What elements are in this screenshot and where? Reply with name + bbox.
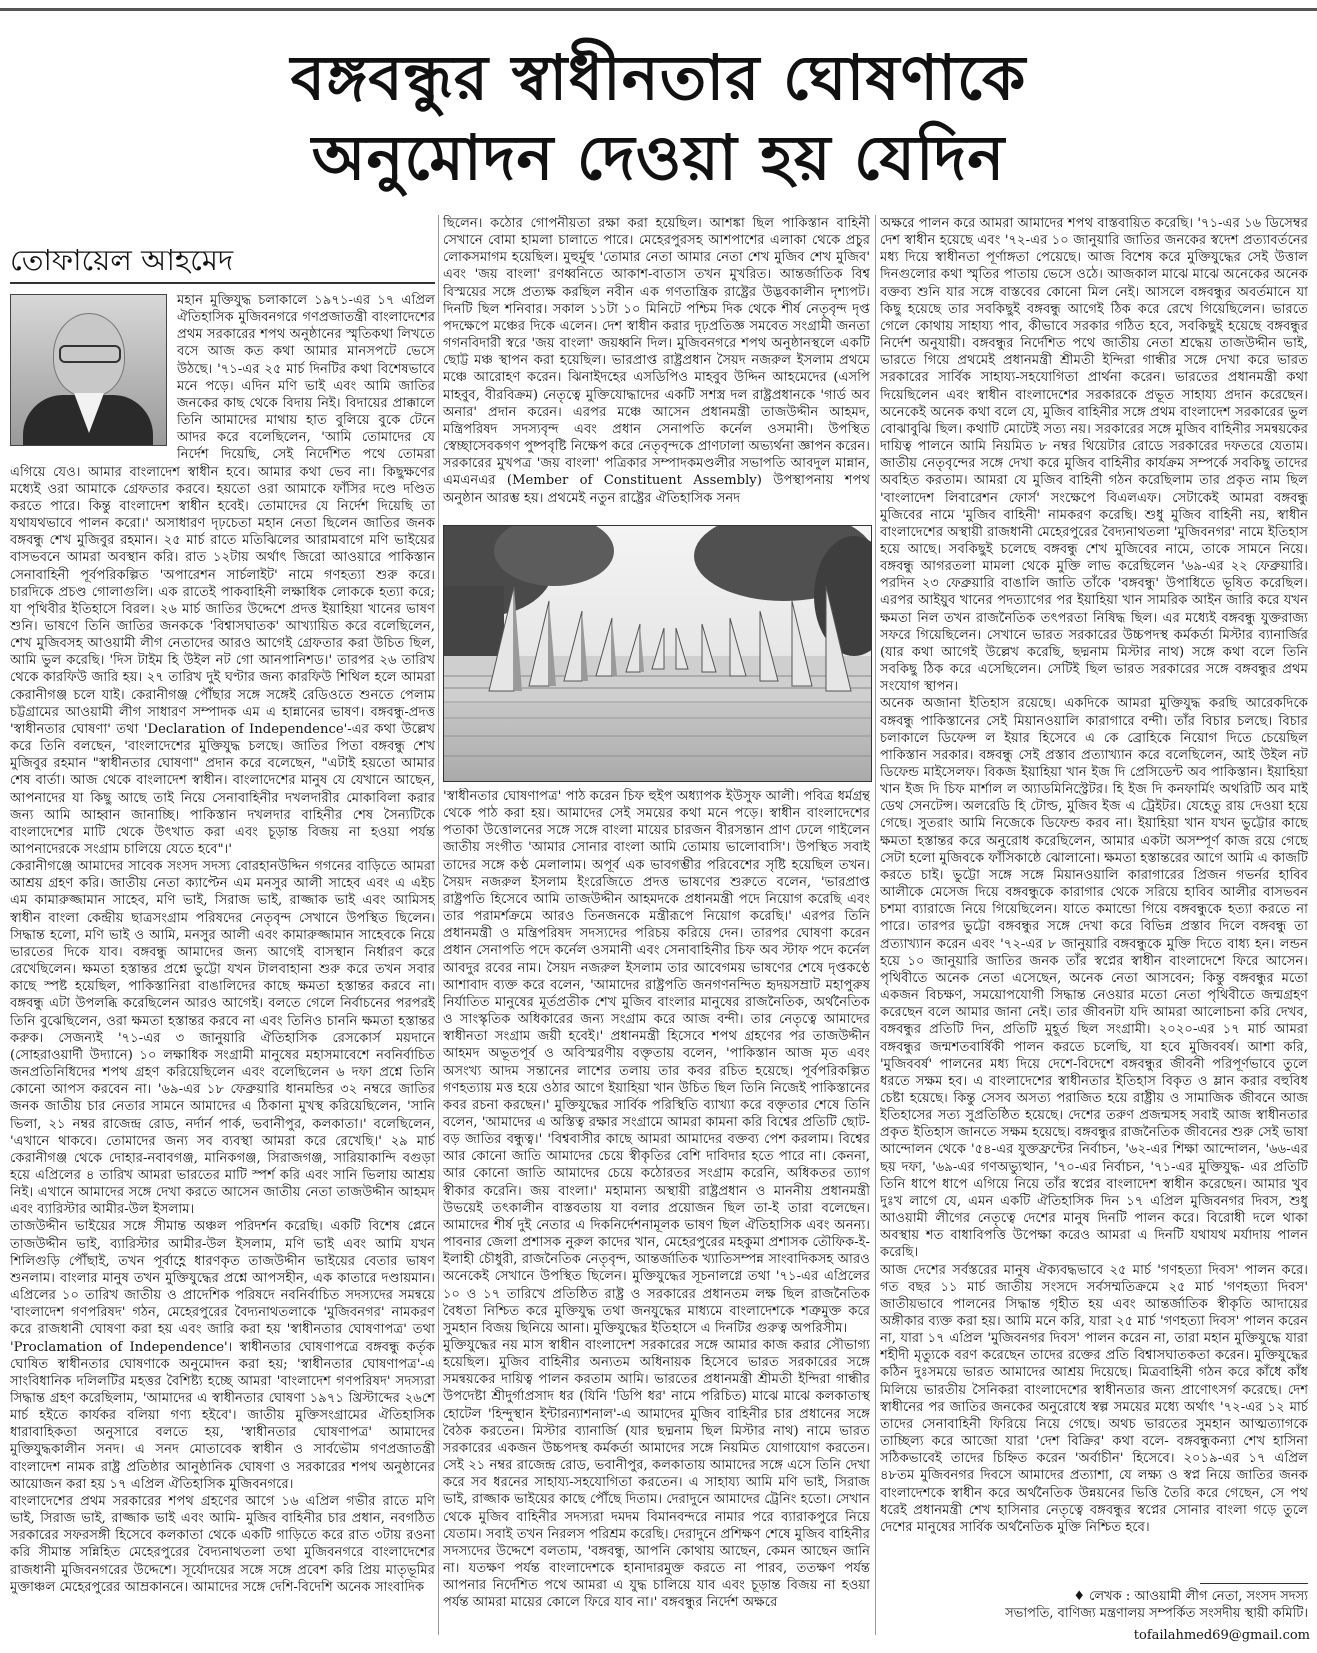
top-rule xyxy=(0,8,1317,11)
paragraph: কেরানীগঞ্জে আমাদের সাবেক সংসদ সদস্য বোরহানউদ্দিন গগনের বাড়িতে আমরা আশ্রয় গ্রহণ করি। জাতীয় নেতা ক্যাপ্টেন এম মনসুর আলী সাহেব এবং এ এইচ এম কামারুজ্জামান সাহেব, মণি ভাই, সিরাজ ভাই, রাজ্জাক ভাই এবং আমিসহ স্বাধীন বাংলা কেন্দ্রীয় ছাত্রসংগ্রাম পরিষদের নেতৃবৃন্দ সেখানে উপস্থিত ছিলেন। সিদ্ধান্ত হলো, মণি ভাই ও আমি, মনসুর আলী এবং কামারুজ্জামান সাহেবকে নিয়ে ভারতের দিকে যাব। বঙ্গবন্ধু আমাদের জন্য আগেই বাসস্থান নির্ধারণ করে রেখেছিলেন। ক্ষমতা হস্তান্তর প্রশ্নে ভুট্টো যখন টালবাহানা শুরু করে তখন সবার কাছে স্পষ্ট হয়েছিল, পাকিস্তানিরা বাঙালিদের কাছে ক্ষমতা হস্তান্তর করবে না। বঙ্গবন্ধু এটা উপলব্ধি করেছিলেন আরও আগেই। বলতে গেলে নির্বাচনের পরপরই তিনি বুঝেছিলেন, ওরা ক্ষমতা হস্তান্তর করবে না এবং তিনিও চাননি ক্ষমতা হস্তান্তর করুক। সেজন্যই '৭১-এর ৩ জানুয়ারি ঐতিহাসিক রেসকোর্স ময়দানে (সোহরাওয়ার্দী উদ্যানে) ১০ লক্ষাধিক সংগ্রামী মানুষের মহাসমাবেশে নবনির্বাচিত জনপ্রতিনিধিদের শপথ গ্রহণ করিয়েছিলেন এবং বলেছিলেন ৬ দফা প্রশ্নে তিনি কোনো আপস করবেন না। '৬৯-এর ১৮ ফেব্রুয়ারি ধানমন্ডির ৩২ নম্বরে জাতির জনক জাতীয় চার নেতার সামনে আমাদের এ ঠিকানা মুখস্থ করিয়েছিলেন, 'সানি ভিলা, ২১ নম্বর রাজেন্দ্র রোড, নর্দার্ন পার্ক, ভবানীপুর, কলকাতা।' বলেছিলেন, 'এখানে থাকবে। তোমাদের জন্য সব ব্যবস্থা আমরা করে রেখেছি।' ২৯ মার্চ কেরানীগঞ্জ থেকে দোহার-নবাবগঞ্জ, মানিকগঞ্জ, সিরাজগঞ্জ, সারিয়াকান্দি বগুড়া হয়ে এপ্রিলের ৪ তারিখ আমরা ভারতের মাটি স্পর্শ করি এবং সানি ভিলায় আশ্রয় নিই। এখানে আমাদের সঙ্গে দেখা করতে আসেন জাতীয় নেতা তাজউদ্দীন আহমদ এবং ব্যারিস্টার আমীর-উল ইসলাম। xyxy=(10,859,435,1218)
article-column-3 xyxy=(880,215,1308,1583)
paragraph: মুক্তিযুদ্ধের নয় মাস স্বাধীন বাংলাদেশ সরকারের সঙ্গে আমার কাজ করার সৌভাগ্য হয়েছিল। মুজিব বাহিনীর অন্যতম অধিনায়ক হিসেবে ভারত সরকারের সঙ্গে সমন্বয়কের দায়িত্ব পালন করতাম আমি। ভারতের প্রধানমন্ত্রী শ্রীমতী ইন্দিরা গান্ধীর উপদেষ্টা শ্রীদুর্গাপ্রসাদ ধর (যিনি 'ডিপি ধর' নামে পরিচিত) মাঝে মাঝে কলকাতাস্থ হোটেল 'হিন্দুস্থান ইন্টারন্যাশনাল'-এ আমাদের মুজিব বাহিনীর চার প্রধানের সঙ্গে বৈঠক করতেন। মিস্টার ব্যানার্জি (যার ছদ্মনাম ছিল মিস্টার নাথ) নামে ভারত সরকারের একজন উচ্চপদস্থ কর্মকর্তা আমাদের সঙ্গে নিয়মিত যোগাযোগ করতেন। সেই ২১ নম্বর রাজেন্দ্র রোড, ভবানীপুর, কলকাতায় আমাদের সঙ্গে এসে তিনি দেখা করে সব ধরনের সাহায্য-সহযোগিতা করতেন। এ সাহায্য আমি মণি ভাই, সিরাজ ভাই, রাজ্জাক ভাইয়ের কাছে পৌঁছে দিতাম। দেরাদুনে আমাদের ট্রেনিং হতো। সেখান থেকে মুজিব বাহিনীর সদস্যরা দমদম বিমানবন্দরে নামার পরে ব্যারাকপুরে নিয়ে যেতাম। সবাই তখন নিরলস পরিশ্রম করেছি। দেরাদুনে প্রশিক্ষণ শেষে মুজিব বাহিনীর সদস্যদের উদ্দেশে বলতাম, 'বঙ্গবন্ধু, আপনি কোথায় আছেন, কেমন আছেন জানি না। যতক্ষণ পর্যন্ত বাংলাদেশকে হানাদারমুক্ত করতে না পারব, ততক্ষণ পর্যন্ত আপনার নির্দেশিত পথে আমরা এ যুদ্ধ চালিয়ে যাব এবং চূড়ান্ত বিজয় না হওয়া পর্যন্ত আমরা মায়ের কোলে ফিরে যাব না।' বঙ্গবন্ধুর নির্দেশ অক্ষরে xyxy=(443,1338,870,1611)
memorial-illustration xyxy=(444,526,871,781)
paragraph: বাংলাদেশের প্রথম সরকারের শপথ গ্রহণের আগে ১৬ এপ্রিল গভীর রাতে মণি ভাই, সিরাজ ভাই, রাজ্জাক ভাই এবং আমি- মুজিব বাহিনীর চার প্রধান, নবগঠিত সরকারের সফরসঙ্গী হিসেবে কলকাতা থেকে একটি গাড়িতে করে রাত ৩টায় রওনা করি সীমান্ত সন্নিহিত মেহেরপুরের বৈদ্যনাথতলা তথা মুজিবনগরে বাংলাদেশের রাজধানী মুজিবনগরের উদ্দেশে। সূর্যোদয়ের সঙ্গে সঙ্গে প্রবেশ করি প্রিয় মাতৃভূমির মুক্তাঞ্চল মেহেরপুরের আম্রকাননে। আমাদের সঙ্গে দেশি-বিদেশি অনেক সাংবাদিক xyxy=(10,1493,435,1595)
article-column-1 xyxy=(10,292,435,1634)
author-note-line-1: ♦ লেখক : আওয়ামী লীগ নেতা, সংসদ সদস্য xyxy=(1073,1589,1308,1604)
paragraph: অক্ষরে পালন করে আমরা আমাদের শপথ বাস্তবায়িত করেছি। '৭১-এর ১৬ ডিসেম্বর দেশ স্বাধীন হয়েছে এবং '৭২-এর ১০ জানুয়ারি জাতির জনকের স্বদেশ প্রত্যাবর্তনের মধ্য দিয়ে স্বাধীনতা পূর্ণাঙ্গতা পেয়েছে। আজ বিশেষ করে মুক্তিযুদ্ধের সেই উত্তাল দিনগুলোর কথা স্মৃতির পাতায় ভেসে ওঠে। আজকাল মাঝে মাঝে অনেকের অনেক বক্তব্য শুনি যার সঙ্গে বাস্তবের কোনো মিল নেই। আসলে বঙ্গবন্ধুর অবর্তমানে যা কিছু হয়েছে তার সবকিছুই বঙ্গবন্ধু আগেই ঠিক করে রেখে গিয়েছিলেন। ভারতে গেলে কোথায় সাহায্য পাব, কীভাবে সরকার গঠিত হবে, সবকিছুই হয়েছে বঙ্গবন্ধুর নির্দেশ অনুযায়ী। বঙ্গবন্ধুর নির্দেশিত পথে জাতীয় নেতা শ্রদ্ধেয় তাজউদ্দীন ভাই, ভারতে গিয়ে প্রথমেই প্রধানমন্ত্রী শ্রীমতী ইন্দিরা গান্ধীর সঙ্গে দেখা করে ভারত সরকারের সার্বিক সাহায্য-সহযোগিতা প্রার্থনা করেন। ভারতের প্রধানমন্ত্রী কথা দিয়েছিলেন এবং স্বাধীন বাংলাদেশের সরকারকে প্রভূত সাহায্য প্রদান করেছেন। অনেকেই অনেক কথা বলে যে, মুজিব বাহিনীর সঙ্গে প্রথম বাংলাদেশ সরকারের ভুল বোঝাবুঝি ছিল। কথাটি মোটেই সত্য নয়। সরকারের সঙ্গে মুজিব বাহিনীর সমন্বয়কের দায়িত্ব পালনে আমি নিয়মিত ৮ নম্বর থিয়েটার রোডে সরকারের দফতরে যেতাম। জাতীয় নেতৃবৃন্দের সঙ্গে দেখা করে মুজিব বাহিনীর কার্যক্রম সম্পর্কে সবকিছু তাদের অবহিত করতাম। আমরা যে মুজিব বাহিনী গঠন করেছিলাম তার প্রকৃত নাম ছিল 'বাংলাদেশ লিবারেশন ফোর্স' সংক্ষেপে বিএলএফ। সেটাকেই আমরা বঙ্গবন্ধু মুজিবের নামে 'মুজিব বাহিনী' নামকরণ করেছি। শুধু মুজিব বাহিনী নয়, স্বাধীন বাংলাদেশের অস্থায়ী রাজধানী মেহেরপুরের বৈদ্যনাথতলা 'মুজিবনগর' নামে ইতিহাস হয়ে আছে। সবকিছুই চলেছে বঙ্গবন্ধু শেখ মুজিবের নামে, তাকে সামনে নিয়ে। বঙ্গবন্ধু আগরতলা মামলা থেকে মুক্তি লাভ করেছিলেন '৬৯-এর ২২ ফেব্রুয়ারি। পরদিন ২৩ ফেব্রুয়ারি বাঙালি জাতি তাঁকে 'বঙ্গবন্ধু' উপাধিতে ভূষিত করেছিল। এরপর আইয়ুব খানের পদত্যাগের পর ইয়াহিয়া খান সামরিক আইন জারি করে যখন ক্ষমতা নিল তখন রাজনৈতিক তৎপরতা নিষিদ্ধ ছিল। এর মধ্যেই বঙ্গবন্ধু যুক্তরাজ্য সফরে গিয়েছিলেন। সেখানে ভারত সরকারের উচ্চপদস্থ কর্মকর্তা মিস্টার ব্যানার্জির (যার কথা আগেই উল্লেখ করেছি, ছদ্মনাম মিস্টার নাথ) সঙ্গে কথা বলে তিনি সবকিছু ঠিক করে এসেছিলেন। সেটিই ছিল ভারত সরকারের সঙ্গে বঙ্গবন্ধুর প্রথম সংযোগ স্থাপন। xyxy=(880,216,1308,695)
paragraph: ছিলেন। কঠোর গোপনীয়তা রক্ষা করা হয়েছিল। আশঙ্কা ছিল পাকিস্তান বাহিনী সেখানে বোমা হামলা চালাতে পারে। মেহেরপুরসহ আশপাশের এলাকা থেকে প্রচুর লোকসমাগম হয়েছিল। মুহুর্মুহু 'তোমার নেতা আমার নেতা শেখ মুজিব শেখ মুজিব' এবং 'জয় বাংলা' রণধ্বনিতে আকাশ-বাতাস তখন মুখরিত। আন্তর্জাতিক বিশ্ব বিস্ময়ের সঙ্গে প্রত্যক্ষ করছিল নবীন এক গণতান্ত্রিক রাষ্ট্রের উদ্ভবকালীন দৃশ্যপট। দিনটি ছিল শনিবার। সকাল ১১টা ১০ মিনিটে পশ্চিম দিক থেকে শীর্ষ নেতৃবৃন্দ দৃপ্ত পদক্ষেপে মঞ্চের দিকে এলেন। দেশ স্বাধীন করার দৃঢ়প্রতিজ্ঞ সমবেত সংগ্রামী জনতা গগনবিদারী স্বরে 'জয় বাংলা' জয়ধ্বনি দিল। মুজিবনগরে শপথ অনুষ্ঠানস্থলে একটি ছোট্ট মঞ্চ স্থাপন করা হয়েছিল। ভারপ্রাপ্ত রাষ্ট্রপ্রধান সৈয়দ নজরুল ইসলাম প্রথমে মঞ্চে আরোহণ করেন। ঝিনাইদহের এসডিপিও মাহবুব উদ্দিন আহমেদের (এসপি মাহবুব, বীরবিক্রম) নেতৃত্বে মুক্তিযোদ্ধাদের একটি সশস্ত্র দল রাষ্ট্রপ্রধানকে 'গার্ড অব অনার' প্রদান করেন। এরপর মঞ্চে আসেন প্রধানমন্ত্রী তাজউদ্দীন আহমদ, মন্ত্রিপরিষদ সদস্যবৃন্দ এবং প্রধান সেনাপতি কর্নেল ওসমানী। উপস্থিত স্বেচ্ছাসেবকগণ পুষ্পবৃষ্টি নিক্ষেপ করে নেতৃবৃন্দকে প্রাণঢালা অভ্যর্থনা জ্ঞাপন করেন। সরকারের মুখপত্র 'জয় বাংলা' পত্রিকার সম্পাদকমণ্ডলীর সভাপতি আবদুল মান্নান, এমএনএর (Member of Constituent Assembly) উপস্থাপনায় শপথ অনুষ্ঠান আরম্ভ হয়। প্রথমেই নতুন রাষ্ট্রের ঐতিহাসিক সনদ xyxy=(443,216,870,506)
author-portrait-icon xyxy=(10,294,167,446)
column-divider xyxy=(438,215,439,1635)
headline xyxy=(0,38,1317,198)
paragraph: 'স্বাধীনতার ঘোষণাপত্র' পাঠ করেন চিফ হুইপ অধ্যাপক ইউসুফ আলী। পবিত্র ধর্মগ্রন্থ থেকে পাঠ করা হয়। আমাদের সেই সময়ের কথা মনে পড়ে। স্বাধীন বাংলাদেশের পতাকা উত্তোলনের সঙ্গে সঙ্গে বাংলা মায়ের চারজন বীরসন্তান প্রাণ ঢেলে গাইলেন জাতীয় সংগীত 'আমার সোনার বাংলা আমি তোমায় ভালোবাসি'। উপস্থিত সবাই তাদের সঙ্গে কণ্ঠ মেলালাম। অপূর্ব এক ভাবগম্ভীর পরিবেশের সৃষ্টি হয়েছিল তখন। সৈয়দ নজরুল ইসলাম ইংরেজিতে প্রদত্ত ভাষণের শুরুতে বলেন, 'ভারপ্রাপ্ত রাষ্ট্রপতি হিসেবে আমি তাজউদ্দীন আহমদকে প্রধানমন্ত্রী পদে নিয়োগ করেছি এবং তার পরামর্শক্রমে আরও তিনজনকে মন্ত্রীরূপে নিয়োগ করেছি।' এরপর তিনি প্রধানমন্ত্রী ও মন্ত্রিপরিষদ সদস্যদের পরিচয় করিয়ে দেন। তারপর ঘোষণা করেন প্রধান সেনাপতি পদে কর্নেল ওসমানী এবং সেনাবাহিনীর চিফ অব স্টাফ পদে কর্নেল আবদুর রবের নাম। সৈয়দ নজরুল ইসলাম তার আবেগময় ভাষণের শেষে দৃপ্তকণ্ঠে আশাবাদ ব্যক্ত করে বলেন, 'আমাদের রাষ্ট্রপতি জনগণনন্দিত হৃদয়সম্রাট মহাপুরুষ নির্যাতিত মানুষের মূর্তপ্রতীক শেখ মুজিব বাংলার মানুষের রাজনৈতিক, অর্থনৈতিক ও সাংস্কৃতিক অধিকারের জন্য সংগ্রাম করে আজ বন্দী। তার নেতৃত্বে আমাদের স্বাধীনতা সংগ্রাম জয়ী হবেই।' প্রধানমন্ত্রী হিসেবে শপথ গ্রহণের পর তাজউদ্দীন আহমদ অভূতপূর্ব ও অবিস্মরণীয় বক্তৃতায় বলেন, 'পাকিস্তান আজ মৃত এবং অসংখ্য আদম সন্তানের লাশের তলায় তার কবর রচিত হয়েছে। পূর্বপরিকল্পিত গণহত্যায় মত্ত হয়ে ওঠার আগে ইয়াহিয়া খান উচিত ছিল তিনি নিজেই পাকিস্তানের কবর রচনা করছেন।' মুক্তিযুদ্ধের সার্বিক পরিস্থিতি ব্যাখ্যা করে বক্তৃতার শেষে তিনি বলেন, 'আমাদের এ অস্তিত্ব রক্ষার সংগ্রামে আমরা কামনা করি বিশ্বের প্রতিটি ছোট-বড় জাতির বন্ধুত্ব।' 'বিশ্ববাসীর কাছে আমরা আমাদের বক্তব্য পেশ করলাম। বিশ্বের আর কোনো জাতি আমাদের চেয়ে স্বীকৃতির বেশি দাবিদার হতে পারে না। কেননা, আর কোনো জাতি আমাদের চেয়ে কঠোরতর সংগ্রাম করেনি, অধিকতর ত্যাগ স্বীকার করেনি। জয় বাংলা।' মহামান্য অস্থায়ী রাষ্ট্রপ্রধান ও মাননীয় প্রধানমন্ত্রী উভয়েই তৎকালীন বাস্তবতায় যা বলার প্রয়োজন ছিল তা-ই তারা বলেছেন। আমাদের শীর্ষ দুই নেতার এ দিকনির্দেশনামূলক ভাষণ ছিল ঐতিহাসিক এবং অনন্য। পাবনার জেলা প্রশাসক নুরুল কাদের খান, মেহেরপুরের মহকুমা প্রশাসক তৌফিক-ই-ইলাহী চৌধুরী, রাজনৈতিক নেতৃবৃন্দ, আন্তর্জাতিক খ্যাতিসম্পন্ন সাংবাদিকসহ আরও অনেকেই সেখানে উপস্থিত ছিলেন। মুক্তিযুদ্ধের সূচনালগ্নে তথা '৭১-এর এপ্রিলের ১০ ও ১৭ তারিখে প্রতিষ্ঠিত রাষ্ট্র ও সরকারের প্রধানতম লক্ষ ছিল রাজনৈতিক বৈধতা নিশ্চিত করে মুক্তিযুদ্ধ তথা জনযুদ্ধের মাধ্যমে বাংলাদেশকে শত্রুমুক্ত করে সুমহান বিজয় ছিনিয়ে আনা। মুক্তিযুদ্ধের ইতিহাসে এ দিনটির গুরুত্ব অপরিসীম। xyxy=(443,789,870,1336)
mujibnagar-memorial-photo-icon xyxy=(443,525,872,782)
byline: তোফায়েল আহমেদ xyxy=(10,243,234,277)
byline-rule xyxy=(10,282,435,284)
author-email[interactable]: tofailahmed69@gmail.com xyxy=(1133,1628,1310,1643)
author-note-line-2: সভাপতি, বাণিজ্য মন্ত্রণালয় সম্পর্কিত সংসদীয় স্থায়ী কমিটি। xyxy=(1005,1606,1308,1621)
article-column-2 xyxy=(443,215,870,520)
article-column-2-continued xyxy=(443,788,870,1634)
author-note-rule xyxy=(1200,1583,1308,1584)
author-note xyxy=(880,1588,1308,1622)
paragraph: অনেক অজানা ইতিহাস রয়েছে। একদিকে আমরা মুক্তিযুদ্ধ করছি আরেকদিকে বঙ্গবন্ধু পাকিস্তানের সেই মিয়ানওয়ালি কারাগারে বন্দী। তাঁর বিচার চলছে। বিচার চলাকালে ডিফেন্স ল ইয়ার হিসেবে এ কে ব্রোহিকে নিয়োগ দিতে চেয়েছিল পাকিস্তান সরকার। বঙ্গবন্ধু সেই প্রস্তাব প্রত্যাখ্যান করে বলেছিলেন, আই উইল নট ডিফেন্ড মাইসেলফ। বিকজ ইয়াহিয়া খান ইজ দি প্রেসিডেন্ট অব পাকিস্তান। ইয়াহিয়া খান ইজ দি চিফ মার্শাল ল অ্যাডমিনিস্ট্রেটর। হি ইজ দি কনফার্মিং অথরিটি অব মাই ডেথ সেনটেন্স। অলরেডি হি টোল্ড, মুজিব ইজ এ ট্রেইটর। যেহেতু রায় দেওয়া হয়ে গেছে। সুতরাং আমি নিজেকে ডিফেন্ড করব না। ইয়াহিয়া খান যখন ভুট্টোর কাছে ক্ষমতা হস্তান্তর করে অনুরোধ করেছিলেন, আমার একটা অসম্পূর্ণ কাজ রয়ে গেছে সেটা হলো মুজিবকে ফাঁসিকাষ্ঠে ঝোলানো। ক্ষমতা হস্তান্তরের আগে আমি এ কাজটি করতে চাই। ভুট্টো সঙ্গে সঙ্গে মিয়ানওয়ালি কারাগারের প্রিজন গভর্নর হাবিব আলীকে মেসেজ দিয়ে বঙ্গবন্ধুকে কারাগার থেকে সরিয়ে হাবিব আলীর বাসভবন চশমা ব্যারাজে নিয়ে গিয়েছিলেন। যাতে কমান্ডো গিয়ে বঙ্গবন্ধুকে হত্যা করতে না পারে। তারপর ভুট্টো বঙ্গবন্ধুর সঙ্গে দেখা করে বিভিন্ন প্রস্তাব দিলে বঙ্গবন্ধু তা প্রত্যাখ্যান করেন এবং '৭২-এর ৮ জানুয়ারি বঙ্গবন্ধুকে মুক্তি দিতে বাধ্য হন। লন্ডন হয়ে ১০ জানুয়ারি জাতির জনক তাঁর স্বপ্নের স্বাধীন বাংলাদেশে ফিরে আসেন। পৃথিবীতে অনেক নেতা এসেছেন, অনেক নেতা আসবেন; কিন্তু বঙ্গবন্ধুর মতো একজন বিচক্ষণ, সময়োপযোগী সিদ্ধান্ত নেওয়ার মতো নেতা পৃথিবীতে জন্মগ্রহণ করেছেন বলে আমার জানা নেই। তার জীবনটা যদি আমরা আলোচনা করি দেখব, বঙ্গবন্ধুর প্রতিটি দিন, প্রতিটি মুহূর্ত ছিল সংগ্রামী। ২০২০-এর ১৭ মার্চ আমরা বঙ্গবন্ধুর জন্মশতবার্ষিকী পালন করতে চলেছি, যা হবে মুজিববর্ষ। আশা করি, 'মুজিববর্ষ' পালনের মধ্য দিয়ে দেশে-বিদেশে বঙ্গবন্ধুর জীবনী পরিপূর্ণভাবে তুলে ধরতে সক্ষম হব। এ বাংলাদেশের স্বাধীনতার ইতিহাস বিকৃত ও ম্লান করার বহুবিধ চেষ্টা হয়েছে। কিন্তু সেসব অসত্য পরাজিত হয়ে রাষ্ট্রীয় ও সামাজিক জীবনে আজ ইতিহাসের সত্য সুপ্রতিষ্ঠিত হয়েছে। দেশের তরুণ প্রজন্মসহ সবাই আজ স্বাধীনতার প্রকৃত ইতিহাস জানতে সক্ষম হয়েছে। বঙ্গবন্ধুর রাজনৈতিক জীবনের শুরু সেই ভাষা আন্দোলন থেকে '৫৪-এর যুক্তফ্রন্টের নির্বাচন, '৬২-এর শিক্ষা আন্দোলন, '৬৬-এর ছয় দফা, '৬৯-এর গণঅভ্যুত্থান, '৭০-এর নির্বাচন, '৭১-এর মুক্তিযুদ্ধ- এর প্রতিটি তিনি ধাপে ধাপে এগিয়ে নিয়ে তাঁর স্বপ্নের বাংলাদেশ স্বাধীন করেছেন। আমার খুব দুঃখ লাগে যে, এমন একটি ঐতিহাসিক দিন ১৭ এপ্রিল মুজিবনগর দিবস, শুধু আওয়ামী লীগের নেতৃত্বে দেশের মানুষ দিনটি পালন করে। বিরোধী দলে থাকা অবস্থায় শত বাধাবিপত্তি উপেক্ষা করেও আমরা এ দিনটি যথাযথ মর্যাদায় পালন করেছি। xyxy=(880,696,1308,1261)
headline-line-2: অনুমোদন দেওয়া হয় যেদিন xyxy=(311,121,1006,194)
paragraph: আজ দেশের সর্বস্তরের মানুষ ঐক্যবদ্ধভাবে ২৫ মার্চ 'গণহত্যা দিবস' পালন করে। গত বছর ১১ মার্চ জাতীয় সংসদে সর্বসম্মতিক্রমে ২৫ মার্চ 'গণহত্যা দিবস' জাতীয়ভাবে পালনের সিদ্ধান্ত গৃহীত হয় এবং আন্তর্জাতিক স্বীকৃতি আদায়ের অঙ্গীকার ব্যক্ত করা হয়। আমি মনে করি, যারা ২৫ মার্চ 'গণহত্যা দিবস' পালন করেন না, যারা ১৭ এপ্রিল 'মুজিবনগর দিবস' পালন করেন না, তারা মহান মুক্তিযুদ্ধে যারা শহীদী মৃত্যুকে বরণ করেছেন তাদের রক্তের প্রতি বিশ্বাসঘাতকতা করেন। মুক্তিযুদ্ধের কঠিন দুঃসময়ে ভারত আমাদের আশ্রয় দিয়েছে। মিত্রবাহিনী গঠন করে কাঁধে কাঁধ মিলিয়ে ভারতীয় সৈনিকরা বাংলাদেশের স্বাধীনতার জন্য প্রাণোৎসর্গ করেছে। দেশ স্বাধীনের পর জাতির জনকের অনুরোধে স্বল্প সময়ের মধ্যে অর্থাৎ '৭২-এর ১২ মার্চ তাদের সেনাবাহিনী ফিরিয়ে নিয়ে গেছে। অথচ ভারতের সুমহান আত্মত্যাগকে তাচ্ছিল্য করে আজো যারা 'দেশ বিক্রির' কথা বলে- বঙ্গবন্ধুকন্যা শেখ হাসিনা সঠিকভাবেই তাদের চিহ্নিত করেন 'অর্বাচীন' হিসেবে। ২০১৯-এর ১৭ এপ্রিল ৪৮তম মুজিবনগর দিবসে আমাদের প্রত্যাশা, যে লক্ষ্য ও স্বপ্ন নিয়ে জাতির জনক বাংলাদেশকে স্বাধীন করে অর্থনৈতিক উন্নয়নের ভিত্তি তৈরি করে গেছেন, সে পথ ধরেই প্রধানমন্ত্রী শেখ হাসিনার নেতৃত্বে বঙ্গবন্ধুর স্বপ্নের সোনার বাংলা গড়ে তুলে দেশের মানুষের সার্বিক অর্থনৈতিক মুক্তি নিশ্চিত হবে। xyxy=(880,1262,1308,1535)
column-divider xyxy=(875,215,876,1635)
paragraph: তাজউদ্দীন ভাইয়ের সঙ্গে সীমান্ত অঞ্চল পরিদর্শন করেছি। একটি বিশেষ প্লেনে তাজউদ্দীন ভাই, ব্যারিস্টার আমীর-উল ইসলাম, মণি ভাই এবং আমি যখন শিলিগুড়ি পৌঁছাই, তখন পূর্বাহ্ণে ধারণকৃত তাজউদ্দীন ভাইয়ের বেতার ভাষণ শুনলাম। বাংলার মানুষ তখন মুক্তিযুদ্ধের প্রশ্নে আপসহীন, এক কাতারে দণ্ডায়মান। এপ্রিলের ১০ তারিখ জাতীয় ও প্রাদেশিক পরিষদে নবনির্বাচিত সদস্যদের সমন্বয়ে 'বাংলাদেশ গণপরিষদ' গঠন, মেহেরপুরের বৈদ্যনাথতলাকে 'মুজিবনগর' নামকরণ করে রাজধানী ঘোষণা করা হয় এবং জারি করা হয় 'স্বাধীনতার ঘোষণাপত্র' তথা 'Proclamation of Independence'। স্বাধীনতার ঘোষণাপত্রে বঙ্গবন্ধু কর্তৃক ঘোষিত স্বাধীনতার ঘোষণাকে অনুমোদন করা হয়; 'স্বাধীনতার ঘোষণাপত্র'-এ সাংবিধানিক দলিলটির মহত্তর বৈশিষ্ট্য হচ্ছে আমরা 'বাংলাদেশ গণপরিষদ' সদস্যরা সিদ্ধান্ত গ্রহণ করেছিলাম, 'আমাদের এ স্বাধীনতার ঘোষণা ১৯৭১ খ্রিস্টাব্দের ২৬শে মার্চ হইতে কার্যকর বলিয়া গণ্য হইবে'। জাতীয় মুক্তিসংগ্রামের ঐতিহাসিক ধারাবাহিকতা অনুসারে বলতে হয়, 'স্বাধীনতার ঘোষণাপত্র' আমাদের মুক্তিযুদ্ধকালীন সনদ। এ সনদ মোতাবেক স্বাধীন ও সার্বভৌম গণপ্রজাতন্ত্রী বাংলাদেশ নামক রাষ্ট্র প্রতিষ্ঠার আনুষ্ঠানিক ঘোষণা ও সরকারের শপথ অনুষ্ঠানের আয়োজন করা হয় ১৭ এপ্রিল ঐতিহাসিক মুজিবনগরে। xyxy=(10,1219,435,1492)
headline-line-1: বঙ্গবন্ধুর স্বাধীনতার ঘোষণাকে xyxy=(290,41,1027,114)
paragraph: মহান মুক্তিযুদ্ধ চলাকালে ১৯৭১-এর ১৭ এপ্রিল ঐতিহাসিক মুজিবনগরে গণপ্রজাতন্ত্রী বাংলাদেশের প্রথম সরকারের শপথ অনুষ্ঠানের স্মৃতিকথা লিখতে বসে আজ কত কথা আমার মানসপটে ভেসে উঠছে। '৭১-এর ২৫ মার্চ দিনটির কথা বিশেষভাবে মনে পড়ে। এদিন মণি ভাই এবং আমি জাতির জনকের কাছ থেকে বিদায় নিই। বিদায়ের প্রাক্কালে তিনি আমাদের মাথায় হাত বুলিয়ে বুকে টেনে আদর করে বলেছিলেন, 'আমি তোমাদের যে নির্দেশ দিয়েছি, সেই নির্দেশিত পথে তোমরা এগিয়ে যেও। আমার বাংলাদেশ স্বাধীন হবে। আমার কথা ভেব না। কিছুক্ষণের মধ্যেই ওরা আমাকে গ্রেফতার করবে। হয়তো ওরা আমাকে ফাঁসির দণ্ডে দণ্ডিত করতে পারে। কিন্তু বাংলাদেশ স্বাধীন হবেই। তোমাদের যে নির্দেশ দিয়েছি তা যথাযথভাবে পালন করো।' অসাধারণ দৃঢ়চেতা মহান নেতা ছিলেন জাতির জনক বঙ্গবন্ধু শেখ মুজিবুর রহমান। ২৫ মার্চ রাতে মতিঝিলের আরামবাগে মণি ভাইয়ের বাসভবনে আমরা অবস্থান করি। রাত ১২টায় অর্থাৎ জিরো আওয়ারে পাকিস্তান সেনাবাহিনী পূর্বপরিকল্পিত 'অপারেশন সার্চলাইট' নামে গণহত্যা শুরু করে। চারদিকে প্রচণ্ড গোলাগুলি। এক রাতেই পাকবাহিনী লক্ষাধিক লোককে হত্যা করে; যা পৃথিবীর ইতিহাসে বিরল। ২৬ মার্চ জাতির উদ্দেশে প্রদত্ত ইয়াহিয়া খানের ভাষণ শুনি। ভাষণে তিনি জাতির জনককে 'বিশ্বাসঘাতক' আখ্যায়িত করে বলেছিলেন, শেখ মুজিবসহ আওয়ামী লীগ নেতাদের আরও আগেই গ্রেফতার করা উচিত ছিল, আমি ভুল করেছি। 'দিস টাইম হি উইল নট গো আনপানিশড।' তারপর ২৬ তারিখ থেকে কারফিউ জারি হয়। ২৭ তারিখ দুই ঘণ্টার জন্য কারফিউ শিথিল হলে আমরা কেরানীগঞ্জ চলে যাই। কেরানীগঞ্জ পৌঁছার সঙ্গে সঙ্গেই রেডিওতে শুনতে পেলাম চট্টগ্রামের আওয়ামী লীগ সাধারণ সম্পাদক এম এ হান্নানের ভাষণ। বঙ্গবন্ধু-প্রদত্ত 'স্বাধীনতার ঘোষণা' তথা 'Declaration of Independence'-এর কথা উল্লেখ করে তিনি বলছেন, 'বাংলাদেশের মুক্তিযুদ্ধ চলছে। জাতির পিতা বঙ্গবন্ধু শেখ মুজিবুর রহমান "স্বাধীনতার ঘোষণা" প্রদান করে বলেছেন, "এটাই হয়তো আমার শেষ বার্তা। আজ থেকে বাংলাদেশ স্বাধীন। বাংলাদেশের মানুষ যে যেখানে আছেন, আপনাদের যা কিছু আছে তাই নিয়ে সেনাবাহিনীর দখলদারীর মোকাবিলা করার জন্য আমি আহ্বান জানাচ্ছি। পাকিস্তান দখলদার বাহিনীর শেষ সৈন্যটিকে বাংলাদেশের মাটি থেকে উৎখাত করা এবং চূড়ান্ত বিজয় না হওয়া পর্যন্ত আপনাদেরকে সংগ্রাম চালিয়ে যেতে হবে"।' xyxy=(10,293,435,857)
